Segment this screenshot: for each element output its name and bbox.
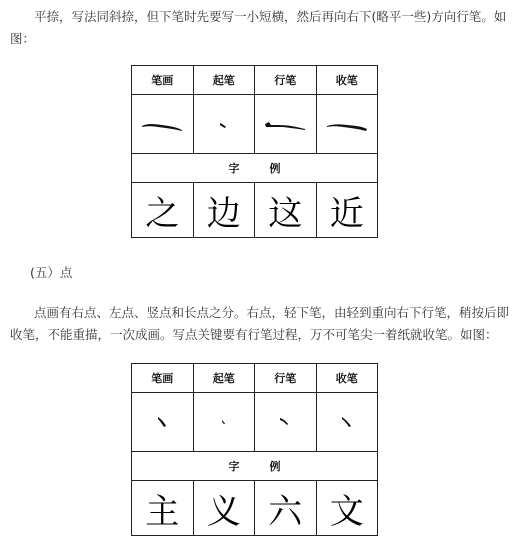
- flat-na-start-cell: [193, 95, 255, 154]
- example-char: 这: [255, 183, 317, 238]
- header-start: 起笔: [193, 66, 255, 95]
- header-start: 起笔: [193, 364, 255, 393]
- flat-na-end-cell: [316, 95, 378, 154]
- stroke-image-row: [132, 95, 378, 154]
- dot-start-cell: [193, 393, 255, 452]
- header-middle: 行笔: [255, 364, 317, 393]
- header-stroke: 笔画: [132, 66, 194, 95]
- stroke-image-row: [132, 393, 378, 452]
- example-char: 文: [316, 481, 378, 536]
- dot-full-cell: [132, 393, 194, 452]
- flat-na-stroke-table: [131, 65, 378, 238]
- example-label: 字例: [132, 452, 378, 481]
- flat-na-start-icon: [214, 114, 234, 134]
- dot-end-icon: [337, 412, 357, 432]
- example-char: 主: [132, 481, 194, 536]
- dot-stroke-icon: [152, 412, 172, 432]
- dot-start-icon: [214, 412, 234, 432]
- example-label-row: [132, 452, 378, 481]
- dot-middle-icon: [275, 412, 295, 432]
- example-label: 字例: [132, 154, 378, 183]
- intro-paragraph: 平捺，写法同斜捺，但下笔时先要写一小短横，然后再向右下(略平一些)方向行笔。如图：: [10, 9, 507, 46]
- flat-na-middle-icon: [261, 114, 309, 134]
- example-char: 义: [193, 481, 255, 536]
- dot-end-cell: [316, 393, 378, 452]
- example-label-row: [132, 154, 378, 183]
- example-char: 之: [132, 183, 194, 238]
- example-char: 边: [193, 183, 255, 238]
- section-heading: (五）点: [30, 265, 73, 280]
- header-end: 收笔: [316, 66, 378, 95]
- example-char: 六: [255, 481, 317, 536]
- example-char: 近: [316, 183, 378, 238]
- example-char-row: [132, 183, 378, 238]
- header-middle: 行笔: [255, 66, 317, 95]
- flat-na-end-icon: [323, 114, 371, 134]
- table-header-row: [132, 364, 378, 393]
- table-header-row: [132, 66, 378, 95]
- dot-stroke-table: [131, 363, 378, 536]
- example-char-row: [132, 481, 378, 536]
- flat-na-full-cell: [132, 95, 194, 154]
- header-stroke: 笔画: [132, 364, 194, 393]
- dot-paragraph: 点画有右点、左点、竖点和长点之分。右点，轻下笔，由轻到重向右下行笔，稍按后即收笔，不能重描，一次成画。写点关键要有行笔过程，万不可笔尖一着纸就收笔。如图：: [10, 305, 510, 342]
- flat-na-stroke-icon: [138, 114, 186, 134]
- dot-middle-cell: [255, 393, 317, 452]
- flat-na-middle-cell: [255, 95, 317, 154]
- header-end: 收笔: [316, 364, 378, 393]
